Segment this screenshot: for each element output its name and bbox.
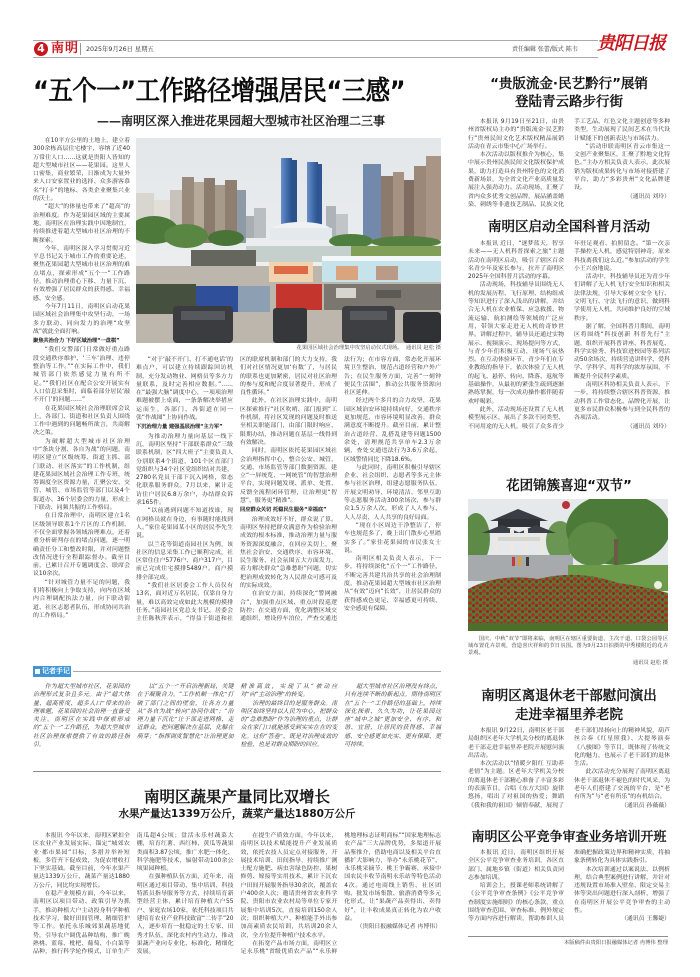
subheading: 回应群众关切 托稳民生服务“幸福底” xyxy=(240,507,327,514)
paragraph: 今年7月11日，南明区启动花果园区域社会治理集中攻坚行动，一场多方联动、同向发力的治理“攻坚战”就此全面打响。 xyxy=(33,303,130,335)
stage-backdrop xyxy=(269,262,313,282)
section-divider xyxy=(33,771,441,772)
issue-date: 2025年9月26日 星期五 xyxy=(86,46,154,53)
photo-credit: 通讯员 赵松 摄 xyxy=(405,345,441,351)
page-number: 4 xyxy=(37,42,45,55)
flower-bed-edge xyxy=(468,623,668,631)
byline: （通讯员 孙薇薇） xyxy=(621,802,670,809)
reporter-notes-body xyxy=(33,683,441,749)
paragraph-list xyxy=(468,240,670,431)
reporter-notes-label-text: 记者手记 xyxy=(42,667,70,675)
white-flowers xyxy=(654,581,662,589)
exhibition-headline-line-1: “贵版流金·民艺黔行”展销 xyxy=(490,76,648,92)
label-marker-icon xyxy=(35,669,40,674)
paragraph: “以前遇到问题不知道找谁，现在网格员就在身边，有事随时能找到人。”家住花果园某小区的居民李先生说。 xyxy=(136,508,233,540)
festival-flowers-headline: 花团锦簇喜迎“双节” xyxy=(506,478,632,494)
tents xyxy=(322,256,441,282)
paragraph: 以“五个一”开启治理新局，关键在于凝聚合力。“工作机制一体化”打破了部门之间的壁垒，让各方力量从“各自为战”转向“协同作战”；“治理力量下沉化”让干部走进网格、走近群众，把问题解决在基层、化解在萌芽；“指挥调度智慧化”让治理更加精准高效，实现了从“被动应对”向“主动治理”的转变。 xyxy=(136,684,338,740)
byline: （贵阳日报融媒体记者 冉博伟） xyxy=(356,924,441,931)
vegetable-article-headline: 南明区蔬果产量同比双增长 xyxy=(143,788,330,806)
paragraph: 在10平方公里的土地上，建立着300余栋高层住宅楼宇，容纳了近40万常住人口……这就是贵阳人皆知的超大型城市社区——花果园。这里人口密集，商业繁荣，日渐成为大量外来人口安家置业的选择、众多游客慕名“打卡”的地标、各类企业聚集兴业的沃土。 xyxy=(33,138,130,203)
paragraph-list xyxy=(468,727,670,810)
paragraph-list xyxy=(33,683,441,749)
header-top-rule xyxy=(33,40,598,41)
subheading: 下沉治理力量 建强基层治理“主力军” xyxy=(136,424,223,431)
reporter-notes-label xyxy=(33,666,71,677)
paragraph: 经过两个多月的合力攻坚，花果园区域治安环境持续向好，交通秩序更加规范，市容环境明显改善，群众满意度不断提升。截至目前，累计整治占道经营、乱搭乱建等问题1500余处，清理规范共享单车2.3万余辆，查处交通违法行为3.6万余起，区域警情同比下降18.6%。 xyxy=(344,398,441,463)
paragraph: 南明区相关负责人表示，下一步，将持续深化“五个一”工作路径，不断完善共建共治共享的社会治理制度，推动花果园超大型城市社区治理从“有效”迈向“长效”，让居民群众的获得感成色更足、幸福感更可持续、安全感更有保障。 xyxy=(344,556,441,612)
science-month-body xyxy=(468,240,670,431)
paragraph: “我们交警部门日常做好重点路段交通秩序维护、‘三车’治理、违停整治等工作。”“在实际工作中，我们城管部门依然感觉力量有所不足。”“我们社区在配合公安开展实有人口信息采集时，面临着部分居民‘敲不开门’的问题……” xyxy=(33,347,130,404)
retired-cadres-body xyxy=(468,727,670,810)
header-bottom-rule xyxy=(33,57,598,58)
paragraph: 本报讯 今年以来，南明区紧扣全区农业产业发展实际，锚定“城郊农业·都市果园”目标，多措并举补短板，多管齐下促成效，为促农增收打下坚实基础。截至目前，今年水果产量达1339万公斤、蔬菜产量达1880万公斤，同比均实现增长。 xyxy=(33,833,130,889)
paragraph: 本报讯 9月19日至21日，由贵州省版权局主办的“贵版流金·民艺黔行”贵州民间文化艺术版权精品展销活动在青云市集中心广场举行。 xyxy=(468,119,564,150)
paragraph: 在日常治理中，南明区建立1名区级领导联系1个片区的工作机制，不仅全面掌握各领域治理难点，还着重分析研判存在的堵点问题，逐一明确责任分工和整改时限，并对问题整改情况进行全程跟踪督办。截至目前，已累计召开专题调度会、联席会议10余次。 xyxy=(33,513,130,578)
header-divider xyxy=(80,43,81,55)
paragraph: 在强种植队伍方面，近年来，南明区通过项目带动、集中培训、科技特派员指导服务等方式，持续培育新型经营主体，累计培育种植大户55户、家庭农场10家，依托科技项目共建培育农业产业科技致富“二传手”20人，逐步培育一批稳定的土专家、田秀才队伍，深化农村内生动力，推动果蔬产业向专业化、标准化、精细化发展。 xyxy=(136,874,234,956)
main-article-column-1 xyxy=(33,137,130,620)
flowers-photo xyxy=(468,499,668,631)
science-month-headline: 南明区启动全国科普月活动 xyxy=(488,219,650,235)
paragraph-list xyxy=(136,356,441,624)
section-name: 南明 xyxy=(51,41,80,56)
paragraph: 在提生产质效方面，今年以来，南明区以技术赋能提升产业发展质效，依托农技人员定点对接服务，开展技术培训、田间指导，持续推广测土配方施肥、病虫害绿色防控、果树修剪、嫁接等实用技术，累计下沉农户田间开展服务指导30余次，覆盖农户400余人次；邀请贵州省农业科学院、贵阳市农业农村局等单位专家开展集中培训5次，直接培训150余人次；组织种植大户、种植能手外出参加高素质农民培训，共培训20余人次，全方位提升种植户技术水平。 xyxy=(240,833,338,939)
vegetable-article-subheadline: 水果产量达1339万公斤，蔬菜产量达1880万公斤 xyxy=(118,808,356,820)
paragraph: “超大”的体量也带来了“超高”的治理难度。作为花果园区域的主要属地，南明区在治理实践中因地制宜，持续推进着超大型城市社区治理的不断探索。 xyxy=(33,204,130,244)
paragraph: 本次活动以版权推介为核心，集中展示贵州民族民间文化版权保护成果，助力打造具有贵州特色的文化消费新场景，为全省文化产业高质量发展注入强劲动力。活动现场，汇聚了省内众多优秀文创品牌，展品涵盖蜡染、刺绣等非遗技艺制品、民族文化手工艺品、红色文化主题创意等多种类型，生动展现了民间艺术在当代设计赋能下的创新表达与市场活力。 xyxy=(468,119,670,208)
paragraph: 在花果园区域社会治理联席会议上，各部门、街道和社区负责人围绕工作中遇到的问题畅所欲言，共商解决之策。 xyxy=(33,405,130,437)
paragraph: 此次活动充分展现了南明区离退休老干部退休不褪色的时代风采，为老年人们搭建了交流的平台，是“老有所为”与“老有所乐”的有机结合。 xyxy=(574,769,670,801)
flowers-photo-credit: 通讯员 赵松 摄 xyxy=(632,660,668,666)
paragraph: 作为超大型城市社区，花果园的治理形式复杂且多元。由于“超大体量、超高密度、超多人口”带来的治理难题，花果园的社会治理一直备受关注。南明区在实践中探索形成的“五个一”工作路径，为超大型城市社区治理探索提供了有效的路径指引。 xyxy=(33,684,130,749)
main-headline: “五个一”工作路径增强居民“三感” xyxy=(33,76,406,107)
paragraph: 与此同时，南明区积极引导辖区企业、社会组织、志愿者等多元主体参与社区治理，组建志愿服务队伍，开展文明劝导、环境清洁、邻里互助等志愿服务活动300余场次，参与群众1.5万余人次，形成了人人参与、人人尽责、人人共享的良好局面。 xyxy=(344,464,441,521)
main-photo xyxy=(136,138,441,343)
retired-cadres-headline-line-2: 走进幸福里养老院 xyxy=(515,707,623,723)
page-number-badge xyxy=(34,42,48,56)
paragraph: 活动中，科技辅导员还为青少年们讲解了无人机飞行安全知识和相关法律法规，引导大家树立安全飞行、文明飞行、守法飞行的意识，做到科学使用无人机，共同维护良好的空域秩序。 xyxy=(574,274,670,322)
paragraph: 为破解超大型城市社区治理中“条块分割、各自为战”的问题，南明区建立“区级统筹、街道主抓、部门联动、社区落实”的工作机制，组建花果园区域社会治理工作专班，统筹调度全区资源力量，汇聚公安、交管、城管、市场监管等部门以及4个街道办、36个居委会的力量，形成上下联动、同频共振的工作格局。 xyxy=(33,438,130,512)
paragraph: “活动串联南明区青云市集这一文创产业聚集区，汇聚了黔地文化特色。”主办方相关负责人表示，此次展销为版权成果转化与市场对接搭建了平台，助力“多彩贵州”文化品牌建设。 xyxy=(574,143,670,192)
paragraph-list xyxy=(33,832,441,956)
paragraph: “针对城管力量不足的问题，我们将积极向上争取支持，向内在区域内合理调配执法力量，向下联动街道、社区志愿者队伍，形成协同共治的工作格局。” xyxy=(33,579,130,619)
paragraph: 为推动治理力量向基层一线下沉，南明区坚持“干部联系群众”三级联系机制，区“四大班子”主要负责人分别联系4个街道，101个区直部门党组织与34个社区党组织结对共建，2780名党员干部下沉入网格，常态化联系服务群众。7月以来，累计走访住户居民6.8万余户，办结群众诉求165件。 xyxy=(136,433,233,507)
main-article-columns-2-4 xyxy=(136,356,441,624)
paragraph: 活动现场，科技辅导员围绕无人机的发展历程、飞行原理、结构组成等知识进行了深入浅出的讲解，并结合无人机在农业植保、应急救援、物流运输、航拍测绘等领域的广泛应用，带领大家走进无人机的奇妙世界。讲解过程中，辅导员还通过实物展示、视频演示、现场提问等方式，与青少年们积极互动，现场气氛热烈。在互动体验环节，青少年们在专业教练的指导下，依次体验了无人机的起飞、悬停、转向、降落、返航等基础操作，从最初的紧张生疏到逐渐熟练掌握，每一次成功操作都伴随着欢呼喝彩。 xyxy=(468,282,564,405)
footer-note: 本版稿件由贵阳日报融媒体记者 冉博伟 整理 xyxy=(563,940,668,946)
fair-competition-headline: 南明区公平竞争审查业务培训开班 xyxy=(471,830,667,845)
fair-competition-body xyxy=(468,849,670,924)
white-pavilion xyxy=(270,222,332,240)
paragraph: 据了解，全国科普月期间，南明区将围绕“科技创新 科普先行”主题，组织开展科普讲座、科普展览、科学实验秀、科技馆进校园等系列活动50余场次，持续营造讲科学、爱科学、学科学、用科学的浓厚氛围，不断提升全民科学素质。 xyxy=(574,323,670,380)
byline: （通讯员 刘玲） xyxy=(626,423,670,430)
paragraph: 此外，在社区治理实践中，南明区探索推行“社区吹哨、部门报到”工作机制，将社区发现的问题及时推送至相关职能部门，由部门限时响应、限期办结，推动问题在基层一线得到有效解决。 xyxy=(240,398,337,446)
paragraph-list xyxy=(468,849,670,924)
main-photo-caption xyxy=(136,345,441,352)
people xyxy=(512,556,529,566)
paragraph: 本报讯 近日，南明区组织开展全区公平竞争审查业务培训，各区直部门、属地乡镇（街道）相关负责同志参加培训。 xyxy=(468,850,564,881)
paragraph: 本次活动以“情暖夕阳红 互助养老情”为主题。区老年大学机关分校的离退休老干部精心准备了丰富多彩的表演节目，合唱《东方大国》旋律悠扬，唱出了对祖国的热爱；舞蹈《我和我的祖国》倾情奉献，展现了老干部们昂扬向上的精神风貌，葫芦丝合奏《红星照我》、大提琴演奏《八骏图》等节目，既体现了传统文化的魅力，也展示了老干部们的退休生活。 xyxy=(468,728,670,809)
newspaper-logo: 贵阳日报 xyxy=(597,33,665,54)
paragraph-list xyxy=(33,137,130,620)
subheading: 聚焦共治合力 下好区域治理“一盘棋” xyxy=(33,338,120,345)
paragraph: 治理的最终目的是服务群众。南明区始终坚持以人民为中心，把群众的“急难愁盼”作为治理的重点，让群众在家门口就能感受到实实在在的变化。这份“答卷”，既是对治理成效的检验，也是对群众期盼的回应。 xyxy=(240,700,338,749)
caption-text: 花果园区域社会治理集中攻坚启动仪式现场。 xyxy=(296,345,403,351)
paragraph: 本报讯 近日，“逐梦蓝天，智享未来——无人机科普探索之旅”主题活动在南明区启动，吸引了辖区百余名青少年及家长参与，拉开了南明区2025年全国科普月活动的序幕。 xyxy=(468,241,564,281)
editor-credits: 责任编辑 张蕾/版式 陈韦 xyxy=(512,46,578,53)
exhibition-body xyxy=(468,118,670,209)
paragraph: 培训会上，授课老师系统讲解了《公平竞争审查条例》《公平竞争审查制度实施细则》的核心条款，重点围绕审查范围、审查标准、例外规定等方面内容进行解读，帮助参训人员准确把握政策边界和精神实质，将抽象条例转化为具体实践指引。 xyxy=(468,850,670,923)
paragraph: 超大型城市社区治理没有终点，只有连续不断的新起点。期待南明区在“五个一”工作路径的基础上，持续深化探索、久久为功，让花果园这座“城中之城”更加安全、有序、和谐、宜居，让居民的获得感、幸福感、安全感更加充实、更有保障、更可持续。 xyxy=(344,684,441,749)
paragraph: 在治安方面，持续深化“警网融合”，加强重点区域、重点时段巡逻防控；在交通方面，优化调整区域交通组织，增设停车泊位，严查交通违法行为；在市容方面，常态化开展环境卫生整治，规范占道经营和户外广告；在民生服务方面，完善“一刻钟便民生活圈”，推动公共服务资源向社区延伸。 xyxy=(240,357,441,623)
byline: （通讯员 刘玲） xyxy=(626,193,670,200)
paragraph: 本报讯 9月22日，南明区老干部局组织区老年大学机关分校的离退休老干部走进幸福里养老院开展慰问演出活动。 xyxy=(468,728,564,759)
paragraph: 同时，南明区依托花果园区域社会治理指挥中心，整合公安、城管、交通、市场监管等部门数据资源，建立“一屏统览、一网统管”的智慧治理平台，实现问题发现、派单、处置、反馈全流程闭环管理，让治理更“智慧”、服务更“精准”。 xyxy=(240,448,337,505)
paragraph: 在拓宽产品市场方面，南明区立足永乐桃“省级优质农产品”“永乐鲜桃地理标志证明商标”“国家地理标志农产品”三大品牌优势，多渠道开展品鉴推介，借助电商以及相关平台直播扩大影响力，举办“永乐桃花节”、永乐桃采摘节、桃王争霸赛，承接中国农民丰收节南明永乐站等特色活动4次。通过电商线上销售、社区团购、批发市场集散、旅游消费等多元化形式，让“果蔬产品卖得出、卖得好”，让丰收成果真正转化为农户收益。 xyxy=(240,833,441,956)
flowers-photo-caption: 国庆、中秋“双节”即将来临，南明区在辖区重要街道、主次干道、口袋公园等区域布置花卉景观，营造喜庆祥和的节日氛围。图为9月23日拍摄的甲秀楼附近的花卉景观。 xyxy=(468,636,668,657)
exhibition-headline-line-2: 登陆青云路步行街 xyxy=(515,94,623,110)
reporter-notes-rule xyxy=(73,671,441,672)
vegetable-article-body xyxy=(33,832,441,956)
paragraph: 此外，活动现场还设置了无人机模型展示区，展出了多款不同类型、不同用途的无人机，吸引了众多青少年驻足观看、拍照留念。“第一次亲手操控无人机，感觉特别神奇，原来科技离我们这么近。”参加活动的学生小王兴奋地说。 xyxy=(468,241,670,430)
footer-rule xyxy=(468,936,668,937)
paragraph: 本次培训通过以案说法、以例析理，结合典型案例进行讲解，并针对违规设置市场准入壁垒、限定交易主体等突出问题进行深入剖析，增强了在南明区开展公平竞争审查的主动性。 xyxy=(574,866,670,915)
paragraph: 今年，南明区深入学习贯彻习近平总书记关于城市工作的重要论述，聚焦花果园超大型城市社区治理的难点堵点，探索形成“五个一”工作路径，推动治理重心下移、力量下沉，有效增强了居民群众的获得感、幸福感、安全感。 xyxy=(33,245,130,302)
paragraph: 以兰花等街道南园社区为例，该社区的信息采集工作已顺利完成，社区常住住户5776户、商户317户，目前已完成住宅摸排5489户，商户摸排全部完成。 xyxy=(136,541,233,581)
retired-cadres-headline-line-1: 南明区离退休老干部慰问演出 xyxy=(481,688,657,704)
paragraph: “现在小区周边干净整洁了，停车也规范多了，晚上出门散步心里踏实多了。”家住花果园的市民张女士说。 xyxy=(344,522,441,554)
main-subheadline: ——南明区深入推进花果园超大型城市社区治理二三事 xyxy=(97,114,386,128)
paragraph: “我们社区居委会工作人员仅有13名，面对近万名居民，仅靠自身力量，难以高效完成如此大规模的摸排任务。”南园社区党总支书记、居委会主任陈秋萍表示，“得益于街道和社区的联席机制和部门的大力支持，我们对社区情况更加‘有数’了，与居民的联系也更加紧密，居民对社区治理的参与度和配合度显著提升，形成了良性循环。” xyxy=(136,357,337,623)
paragraph: 治理成效好不好，群众说了算。南明区坚持把群众满意作为检验治理成效的根本标准，推动治理力量与服务资源深度融合，在回应关切上，聚焦社会治安、交通秩序、市容环境、民生服务、社会氛围五大方面发力，着力解决群众“急难愁盼”问题，切实把治理成效转化为人民群众可感可及的实际成效。 xyxy=(240,516,337,590)
byline: （通讯员 王馨婕） xyxy=(621,916,670,923)
paragraph: 在稳产业规模方面，今年以来，南明区以项目带动、政策引导为抓手，推动种植大户主动投身科学种植技术学习，做好田间管理、精细管护等工作。依托永乐城郊果蔬基地优势，引导农户调优品种结构，推广晚熟桃、蓝莓、枇杷、葡萄、小白菜等品种，推行科学轮作模式，订单生产南瓜超4公顷；盘活永乐村蔬菜大棚，培育红薯、西红柿、黄瓜等蔬果类面积3.87公顷，推广水肥一体化、科学施肥等技术，辐射带动100余公顷果园种植。 xyxy=(33,833,234,956)
paragraph: 南明区科协相关负责人表示，下一步，将持续整合辖区科普资源，推动科普工作常态化、品牌化开展，让更多市民群众积极参与到全民科普的各项活动。 xyxy=(574,382,670,422)
paragraph: “对于‘敲不开门、打不通电话’的难点户，可以建立持续跟踪回访机制，充分发动物业、网格员等多方力量联系，及时完善相应数据。”……在“最强大脑”调度中心，一项项治理难题被摆上桌面，一条条解决举措应运而生，各部门、各街道在同一张“作战图”上协同作战。 xyxy=(136,357,233,422)
